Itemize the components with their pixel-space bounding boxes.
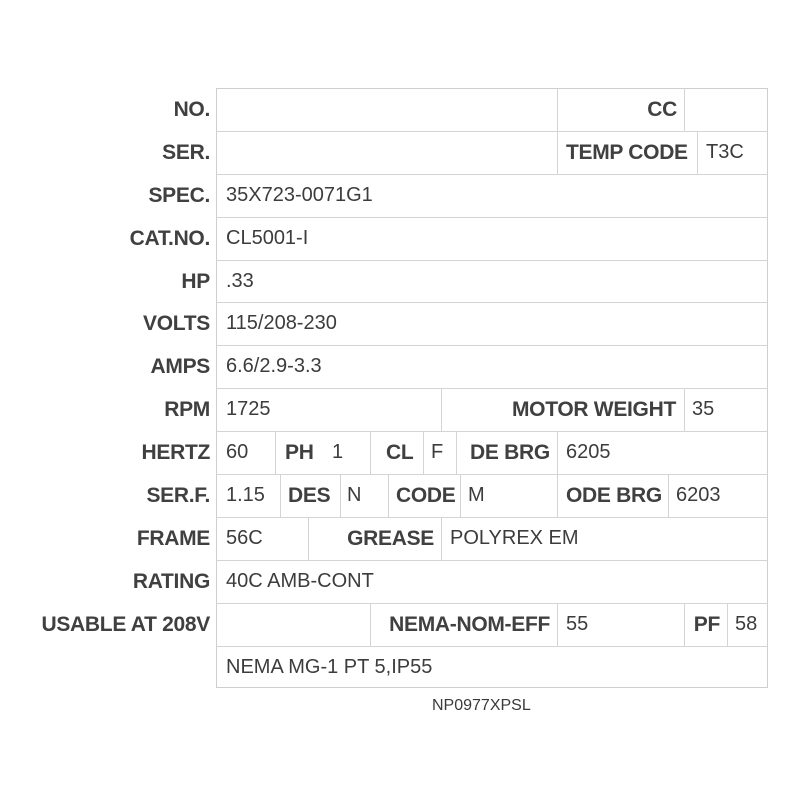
value-temp-code: T3C bbox=[706, 141, 744, 163]
value-grease: POLYREX EM bbox=[450, 527, 579, 549]
label-temp-code: TEMP CODE bbox=[566, 140, 688, 164]
value-motor-weight: 35 bbox=[692, 398, 715, 420]
value-rating: 40C AMB-CONT bbox=[226, 570, 374, 592]
value-hp: .33 bbox=[226, 270, 254, 292]
label-cat-no: CAT.NO. bbox=[129, 226, 210, 250]
label-nema-nom-eff: NEMA-NOM-EFF bbox=[389, 612, 550, 636]
label-usable: USABLE AT 208V bbox=[41, 612, 210, 636]
label-hertz: HERTZ bbox=[141, 440, 210, 464]
value-cat-no: CL5001-I bbox=[226, 227, 309, 249]
value-spec: 35X723-0071G1 bbox=[226, 184, 373, 206]
label-de-brg: DE BRG bbox=[470, 440, 550, 464]
value-notes: NEMA MG-1 PT 5,IP55 bbox=[226, 655, 433, 678]
value-ode-brg: 6203 bbox=[676, 484, 721, 506]
label-ode-brg: ODE BRG bbox=[566, 483, 662, 507]
value-pf: 58 bbox=[735, 613, 758, 635]
value-cl: F bbox=[431, 441, 444, 463]
value-rpm: 1725 bbox=[226, 398, 271, 420]
label-motor-weight: MOTOR WEIGHT bbox=[511, 397, 676, 421]
label-cl: CL bbox=[386, 440, 414, 464]
value-des: N bbox=[347, 484, 362, 506]
value-code: M bbox=[468, 484, 485, 506]
label-des: DES bbox=[288, 483, 331, 507]
label-no: NO. bbox=[173, 97, 210, 121]
label-grease: GREASE bbox=[347, 526, 434, 550]
label-ph: PH bbox=[285, 440, 314, 464]
label-frame: FRAME bbox=[136, 526, 210, 550]
value-frame: 56C bbox=[226, 527, 263, 549]
label-pf: PF bbox=[693, 612, 720, 636]
label-hp: HP bbox=[181, 269, 210, 293]
value-hertz: 60 bbox=[226, 441, 249, 463]
label-ser-f: SER.F. bbox=[146, 483, 210, 507]
label-amps: AMPS bbox=[150, 354, 210, 378]
value-nema-nom-eff: 55 bbox=[566, 613, 589, 635]
label-rating: RATING bbox=[132, 569, 210, 593]
value-ph: 1 bbox=[332, 441, 344, 463]
part-number: NP0977XPSL bbox=[432, 697, 531, 714]
label-ser: SER. bbox=[162, 140, 210, 164]
value-ser-f: 1.15 bbox=[226, 484, 265, 506]
label-volts: VOLTS bbox=[143, 311, 210, 335]
value-volts: 115/208-230 bbox=[226, 312, 337, 334]
value-de-brg: 6205 bbox=[566, 441, 611, 463]
label-rpm: RPM bbox=[164, 397, 210, 421]
label-cc: CC bbox=[647, 97, 677, 121]
value-amps: 6.6/2.9-3.3 bbox=[226, 355, 322, 377]
label-code: CODE bbox=[396, 483, 456, 507]
label-spec: SPEC. bbox=[148, 183, 210, 207]
